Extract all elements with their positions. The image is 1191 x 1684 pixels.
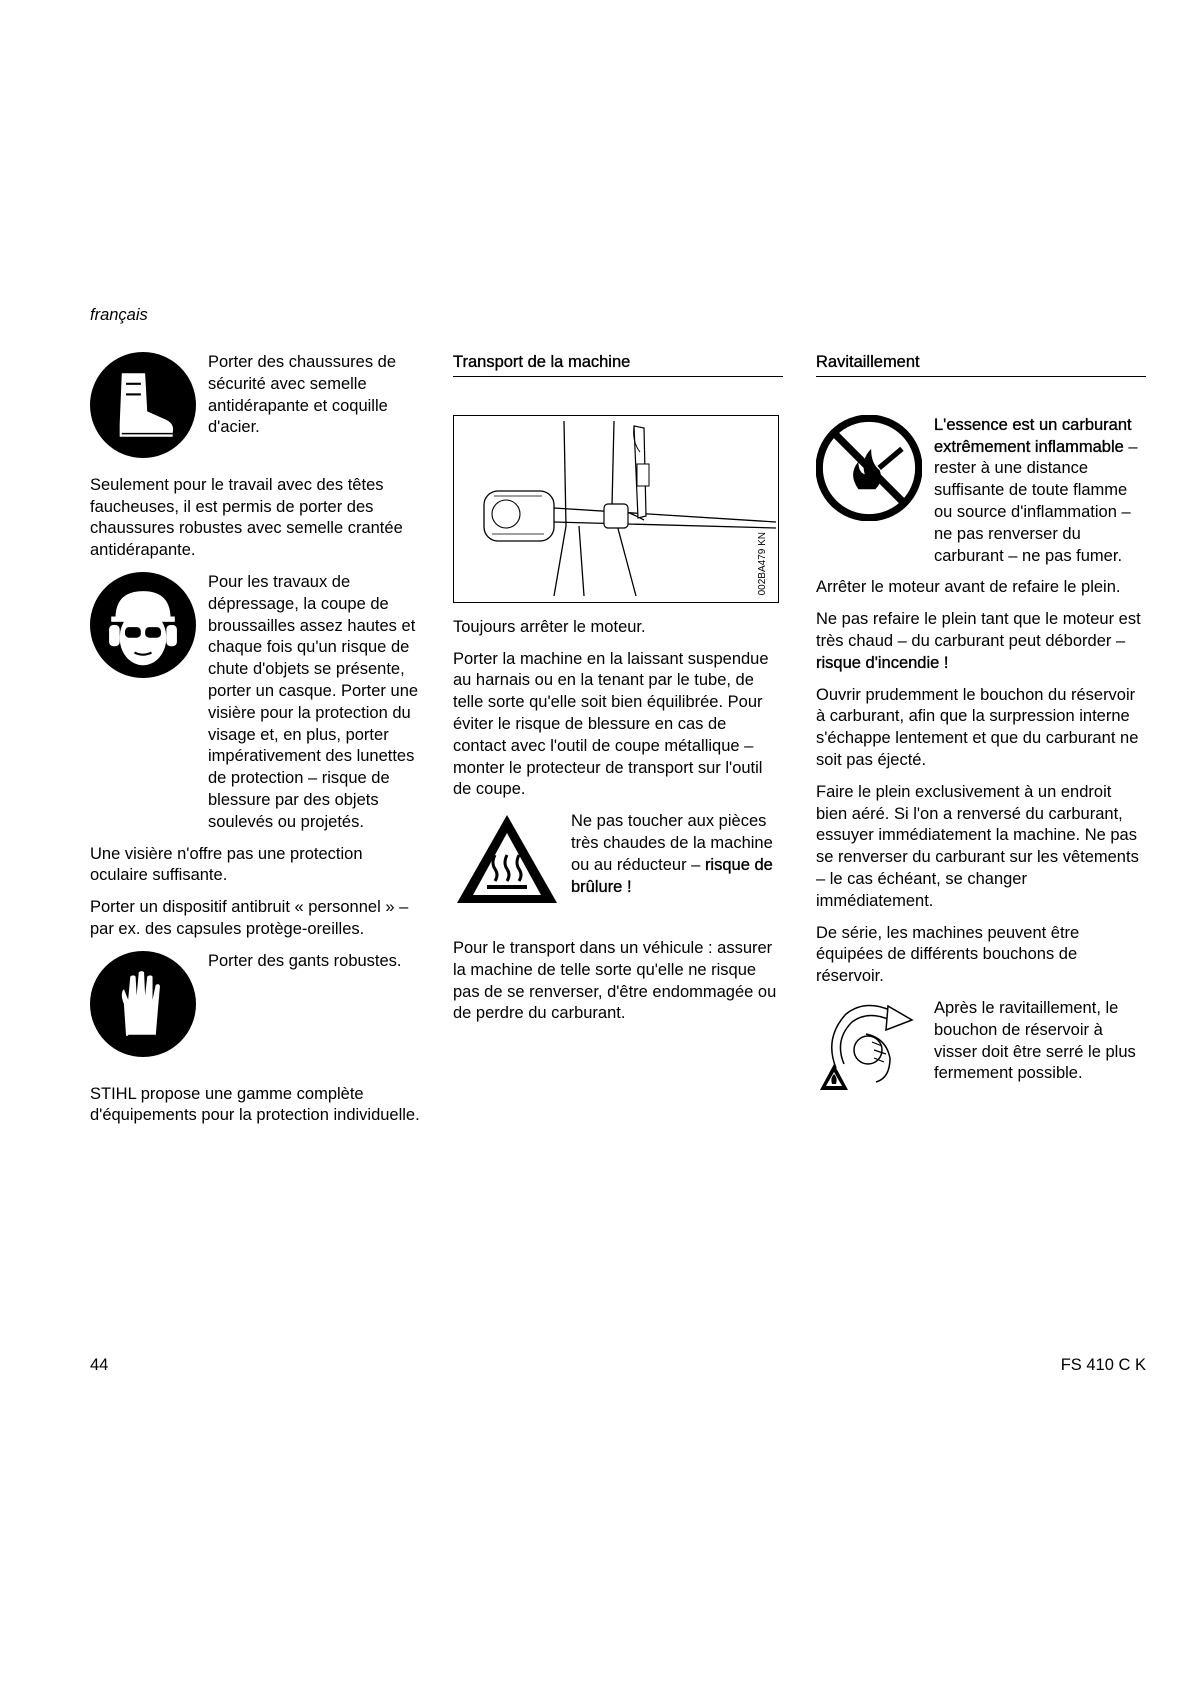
mowing-heads-paragraph: Seulement pour le travail avec des têtes faucheuses, il est permis de porter des chaussures robustes avec semelle crantée antidérapante. bbox=[90, 475, 403, 560]
hearing-protection-paragraph: Porter un dispositif antibruit « personnel » – par ex. des capsules protège-oreilles. bbox=[90, 898, 409, 938]
hot-parts-text-plain: Ne pas toucher aux pièces très chaudes de la machine ou au réducteur – bbox=[571, 812, 773, 874]
hot-engine-plain-text: Ne pas refaire le plein tant que le moteur est très chaud – du carburant peut déborder – bbox=[816, 610, 1141, 650]
open-cap-paragraph: Ouvrir prudemment le bouchon du réservoir à carburant, afin que la surpression interne s'échappe lentement et que du carburant ne soit pas éjecté. bbox=[816, 685, 1139, 769]
burn-risk-text: risque de brûlure ! bbox=[571, 855, 773, 896]
model-name: FS 410 C K bbox=[1060, 1356, 1146, 1374]
transport-illustration bbox=[453, 415, 779, 603]
visor-paragraph: Une visière n'offre pas une protection oculaire suffisante. bbox=[90, 844, 363, 885]
stop-engine-paragraph: Toujours arrêter le moteur. bbox=[453, 617, 646, 636]
flammable-warning bbox=[816, 415, 1146, 568]
tighten-cap-instruction bbox=[816, 998, 1146, 1101]
column-transport bbox=[453, 352, 783, 1035]
column-protective-equipment bbox=[90, 352, 420, 1137]
stihl-equipment-paragraph: STIHL propose une gamme complète d'équipements pour la protection individuelle. bbox=[90, 1084, 420, 1125]
flammable-plain-text: – rester à une distance suffisante de toute flamme ou source d'inflammation – ne pas renverser du carburant – ne pas fumer. bbox=[934, 437, 1138, 565]
hot-surface-warning-icon bbox=[453, 811, 571, 914]
flammable-bold-text: L'essence est un carburant extrêmement inflammable bbox=[934, 415, 1132, 456]
tighten-cap-icon bbox=[816, 998, 934, 1101]
transport-heading: Transport de la machine bbox=[453, 352, 783, 377]
boots-text: Porter des chaussures de sécurité avec semelle antidérapante et coquille d'acier. bbox=[208, 353, 397, 437]
language-label: français bbox=[90, 306, 148, 324]
vehicle-transport-paragraph: Pour le transport dans un véhicule : assurer la machine de telle sorte qu'elle ne risque pas de se renverser, d'être endommagée ou de perdre du carburant. bbox=[453, 938, 777, 1023]
fire-risk-text: risque d'incendie ! bbox=[816, 653, 949, 672]
page-number: 44 bbox=[90, 1356, 109, 1374]
hot-parts-text bbox=[571, 811, 783, 898]
tighten-cap-text: Après le ravitaillement, le bouchon de réservoir à visser doit être serré le plus fermement possible. bbox=[934, 998, 1136, 1083]
gloves-icon bbox=[90, 951, 208, 1064]
helmet-instruction bbox=[90, 572, 420, 834]
safety-boot-icon bbox=[90, 352, 208, 465]
stop-engine-refuel-paragraph: Arrêter le moteur avant de refaire le plein. bbox=[816, 578, 1121, 597]
helmet-visor-earmuff-icon bbox=[90, 572, 208, 685]
ventilated-area-paragraph: Faire le plein exclusivement à un endroit bien aéré. Si l'on a renversé du carburant, essuyer immédiatement la machine. Ne pas se renverser du carburant sur les vêtements – le cas échéant, se changer immédiatement. bbox=[816, 782, 1139, 910]
hot-parts-warning bbox=[453, 811, 783, 914]
flammable-text bbox=[934, 415, 1146, 568]
gloves-text: Porter des gants robustes. bbox=[208, 951, 402, 970]
refuelling-heading: Ravitaillement bbox=[816, 352, 1146, 377]
column-refuelling bbox=[816, 352, 1146, 1111]
helmet-text: Pour les travaux de dépressage, la coupe de broussailles assez hautes et chaque fois qu'un risque de chute d'objets se présente, porter un casque. Porter une visière pour la protection du visage et, en plus, porter impérativement des lunettes de protection – risque de blessure par des objets soulevés ou projetés. bbox=[208, 572, 419, 831]
illustration-code: 002BA479 KN bbox=[757, 532, 769, 596]
tank-caps-paragraph: De série, les machines peuvent être équipées de différents bouchons de réservoir. bbox=[816, 923, 1080, 986]
boots-instruction bbox=[90, 352, 420, 465]
no-flame-icon bbox=[816, 415, 934, 528]
hot-engine-paragraph bbox=[816, 609, 1146, 674]
carry-machine-paragraph: Porter la machine en la laissant suspendue au harnais ou en la tenant par le tube, de telle sorte qu'elle soit bien équilibrée. Pour éviter le risque de blessure en cas de contact avec l'outil de coupe métallique – monter le protecteur de transport sur l'outil de coupe. bbox=[453, 649, 769, 799]
gloves-instruction bbox=[90, 951, 420, 1064]
